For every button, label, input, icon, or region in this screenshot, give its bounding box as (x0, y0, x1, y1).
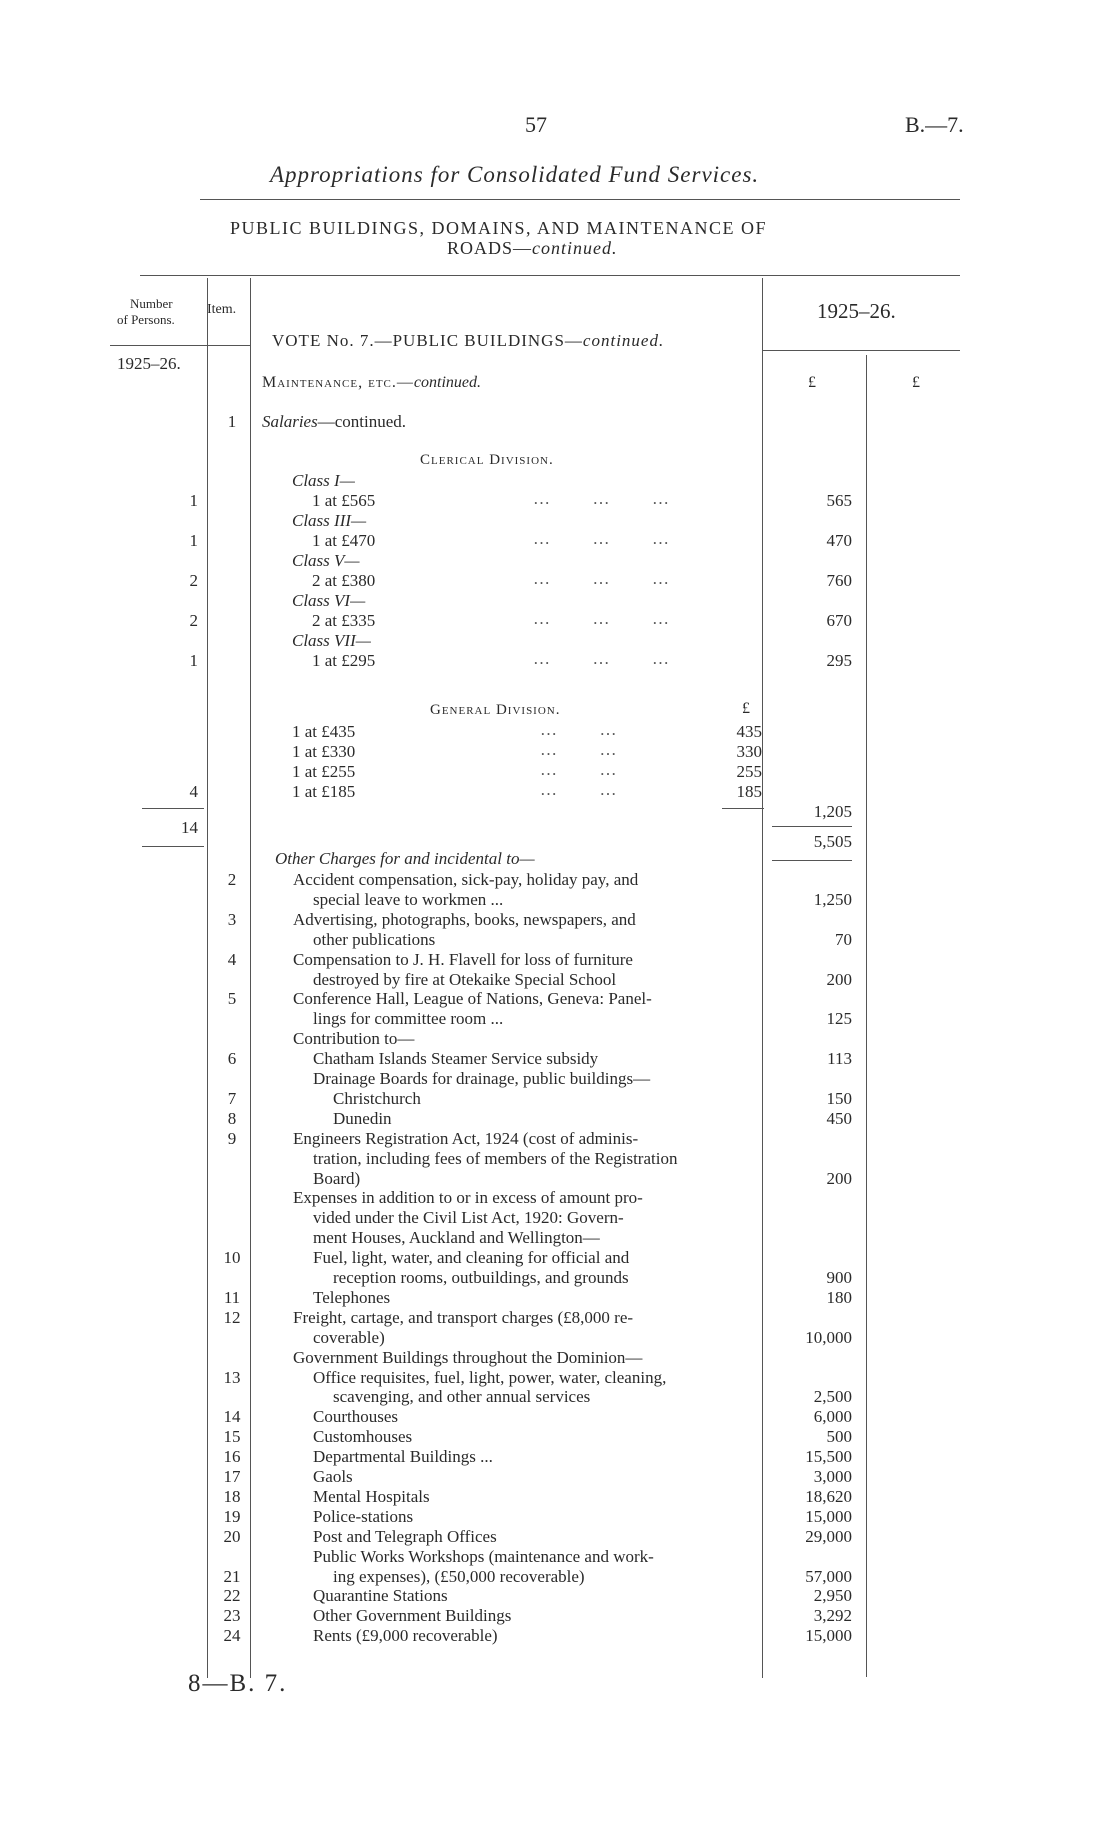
leader-dots: … … … (533, 649, 669, 668)
persons-header-rule (110, 345, 208, 346)
charge-description: tration, including fees of members of the Registration (313, 1149, 678, 1168)
charge-item-number: 17 (223, 1467, 241, 1486)
general-subtotal: 1,205 (813, 802, 852, 821)
section-heading-roads: ROADS— (447, 238, 533, 258)
section-rule (140, 275, 960, 276)
charge-amount: 3,000 (813, 1467, 852, 1486)
salaries-heading (262, 412, 406, 432)
charge-amount: 200 (826, 1169, 852, 1188)
leader-dots: … … (540, 760, 617, 779)
charge-amount: 200 (826, 970, 852, 989)
general-amount: 435 (736, 722, 762, 741)
charge-description: reception rooms, outbuildings, and grounds (333, 1268, 629, 1287)
charge-description: Telephones (313, 1288, 391, 1307)
charge-description: Contribution to— (293, 1029, 415, 1048)
title-rule (200, 199, 960, 200)
charge-description: Public Works Workshops (maintenance and work- (313, 1547, 654, 1566)
charge-amount: 6,000 (813, 1407, 852, 1426)
salary-desc: 2 at £380 (312, 571, 376, 590)
charge-amount: 3,292 (813, 1606, 852, 1625)
salary-desc: 1 at £255 (292, 762, 356, 781)
leader-dots: … … (540, 740, 617, 759)
clerical-amount: 670 (826, 611, 852, 630)
charge-amount: 57,000 (805, 1567, 852, 1586)
salary-desc: 1 at £565 (312, 491, 376, 510)
persons-header-line1: Number (130, 296, 173, 311)
charge-amount: 15,000 (805, 1626, 852, 1645)
charge-amount: 70 (835, 930, 852, 949)
charge-description: Accident compensation, sick-pay, holiday pay, and (293, 870, 639, 889)
pound-sign-2: £ (912, 374, 920, 391)
leader-dots: … … (540, 780, 617, 799)
charge-description: Customhouses (313, 1427, 413, 1446)
charge-item-number: 14 (223, 1407, 241, 1426)
class-label: Class III— (292, 511, 367, 530)
charge-description: Board) (313, 1169, 361, 1188)
charge-item-number: 4 (227, 950, 237, 969)
charge-item-number: 11 (223, 1288, 241, 1307)
vote-heading (272, 331, 664, 351)
maintenance-continued: continued. (413, 374, 481, 391)
leader-dots: … … … (533, 529, 669, 548)
item-column-right-rule (250, 278, 251, 1678)
charge-item-number: 15 (223, 1427, 241, 1446)
salary-desc: 1 at £330 (292, 742, 356, 761)
charge-description: lings for committee room ... (313, 1009, 504, 1028)
class-label: Class V— (292, 551, 360, 570)
charge-description: Courthouses (313, 1407, 398, 1426)
year-header-rule (762, 350, 960, 351)
general-sum-rule (722, 808, 764, 809)
general-persons: 4 (189, 782, 198, 801)
persons-count: 2 (189, 611, 198, 630)
salaries-total-rule (772, 826, 852, 827)
salary-desc: 1 at £435 (292, 722, 356, 741)
charge-item-number: 23 (223, 1606, 241, 1625)
charge-item-number: 8 (227, 1109, 237, 1128)
section-heading-line2 (447, 238, 618, 259)
class-label: Class I— (292, 471, 355, 490)
maintenance-heading (262, 374, 481, 392)
item-header: Item. (207, 302, 237, 317)
charge-description: Government Buildings throughout the Dominion— (293, 1348, 643, 1367)
charge-description: other publications (313, 930, 436, 949)
charge-amount: 1,250 (813, 890, 852, 909)
charge-amount: 15,000 (805, 1507, 852, 1526)
leader-dots: … … … (533, 489, 669, 508)
general-division-heading: General Division. (430, 702, 561, 718)
charge-amount: 10,000 (805, 1328, 852, 1347)
charge-description: Departmental Buildings ... (313, 1447, 493, 1466)
clerical-amount: 295 (826, 651, 852, 670)
item-header-rule (208, 345, 250, 346)
charge-amount: 150 (826, 1089, 852, 1108)
charge-amount: 500 (826, 1427, 852, 1446)
vote-heading-text: VOTE No. 7.—PUBLIC BUILDINGS— (272, 331, 583, 350)
charge-description: Quarantine Stations (313, 1586, 448, 1605)
salary-desc: 1 at £185 (292, 782, 356, 801)
charge-description: destroyed by fire at Otekaike Special School (313, 970, 617, 989)
charge-amount: 2,950 (813, 1586, 852, 1605)
vote-heading-continued: continued. (582, 331, 665, 350)
charge-description: Engineers Registration Act, 1924 (cost of adminis- (293, 1129, 639, 1148)
salaries-item-number: 1 (227, 412, 237, 431)
charge-item-number: 2 (227, 870, 237, 889)
charge-description: vided under the Civil List Act, 1920: Govern- (313, 1208, 624, 1227)
other-charges-heading: Other Charges for and incidental to— (275, 849, 535, 868)
salaries-total: 5,505 (813, 832, 852, 851)
item-column-left-rule (207, 278, 208, 1678)
salaries-total-rule-bottom (772, 860, 852, 861)
persons-count: 1 (189, 491, 198, 510)
general-amount: 255 (736, 762, 762, 781)
section-heading-continued: continued. (532, 238, 618, 258)
charge-item-number: 16 (223, 1447, 241, 1466)
charge-description: Chatham Islands Steamer Service subsidy (313, 1049, 599, 1068)
signature-mark: 8—B. 7. (188, 1670, 288, 1697)
general-amount: 330 (736, 742, 762, 761)
charge-item-number: 19 (223, 1507, 241, 1526)
document-reference: B.—7. (905, 112, 964, 137)
charge-amount: 113 (827, 1049, 852, 1068)
year-header-left: 1925–26. (117, 354, 181, 373)
charge-amount: 29,000 (805, 1527, 852, 1546)
charge-description: Post and Telegraph Offices (313, 1527, 497, 1546)
charge-description: Compensation to J. H. Flavell for loss of furniture (293, 950, 633, 969)
clerical-division-heading: Clerical Division. (420, 452, 554, 468)
persons-total-rule-bottom (142, 846, 204, 847)
charge-description: Expenses in addition to or in excess of amount pro- (293, 1188, 643, 1207)
persons-count: 1 (189, 531, 198, 550)
charge-description: scavenging, and other annual services (333, 1387, 591, 1406)
charge-description: Gaols (313, 1467, 353, 1486)
charge-description: Rents (£9,000 recoverable) (313, 1626, 498, 1645)
charge-amount: 15,500 (805, 1447, 852, 1466)
charge-description: Freight, cartage, and transport charges (£8,000 re- (293, 1308, 634, 1327)
amount-column-left-rule (762, 278, 763, 1678)
charge-amount: 450 (826, 1109, 852, 1128)
salaries-continued: —continued. (317, 412, 407, 431)
charge-description: Other Government Buildings (313, 1606, 512, 1625)
general-pound-sign: £ (742, 700, 750, 717)
charge-amount: 18,620 (805, 1487, 852, 1506)
class-label: Class VII— (292, 631, 371, 650)
charge-description: special leave to workmen ... (313, 890, 504, 909)
charge-description: ing expenses), (£50,000 recoverable) (333, 1567, 585, 1586)
charge-item-number: 24 (223, 1626, 241, 1645)
general-amount: 185 (736, 782, 762, 801)
charge-item-number: 21 (223, 1567, 241, 1586)
charge-description: Christchurch (333, 1089, 421, 1108)
charge-description: Office requisites, fuel, light, power, water, cleaning, (313, 1368, 667, 1387)
charge-item-number: 7 (227, 1089, 237, 1108)
charge-item-number: 10 (223, 1248, 241, 1267)
leader-dots: … … (540, 720, 617, 739)
charge-description: coverable) (313, 1328, 385, 1347)
charge-amount: 180 (826, 1288, 852, 1307)
persons-count: 2 (189, 571, 198, 590)
charge-item-number: 3 (227, 910, 237, 929)
leader-dots: … … … (533, 609, 669, 628)
charge-item-number: 22 (223, 1586, 241, 1605)
persons-total: 14 (181, 818, 198, 837)
charge-item-number: 20 (223, 1527, 241, 1546)
charge-description: Fuel, light, water, and cleaning for official and (313, 1248, 630, 1267)
charge-item-number: 5 (227, 989, 237, 1008)
year-header-right: 1925–26. (817, 299, 896, 323)
leader-dots: … … … (533, 569, 669, 588)
section-heading-line1: PUBLIC BUILDINGS, DOMAINS, AND MAINTENANCE OF (230, 218, 768, 238)
persons-total-rule-top (142, 808, 204, 809)
charge-description: Police-stations (313, 1507, 414, 1526)
charge-amount: 900 (826, 1268, 852, 1287)
charge-item-number: 12 (223, 1308, 241, 1327)
clerical-amount: 565 (826, 491, 852, 510)
maintenance-label: Maintenance, etc.— (262, 374, 414, 391)
charge-description: Conference Hall, League of Nations, Geneva: Panel- (293, 989, 652, 1008)
charge-amount: 2,500 (813, 1387, 852, 1406)
page-title: Appropriations for Consolidated Fund Services. (270, 162, 760, 187)
pound-sign-1: £ (808, 374, 816, 391)
clerical-amount: 760 (826, 571, 852, 590)
salary-desc: 2 at £335 (312, 611, 376, 630)
salaries-label: Salaries (262, 412, 318, 431)
charge-description: Dunedin (333, 1109, 392, 1128)
class-label: Class VI— (292, 591, 366, 610)
charge-amount: 125 (826, 1009, 852, 1028)
persons-header-line2: of Persons. (117, 312, 175, 327)
charge-item-number: 18 (223, 1487, 241, 1506)
amount-column-mid-rule (866, 355, 867, 1677)
charge-description: ment Houses, Auckland and Wellington— (313, 1228, 600, 1247)
persons-count: 1 (189, 651, 198, 670)
clerical-amount: 470 (826, 531, 852, 550)
charge-item-number: 13 (223, 1368, 241, 1387)
charge-item-number: 6 (227, 1049, 237, 1068)
page-number: 57 (525, 112, 547, 137)
charge-description: Drainage Boards for drainage, public buildings— (313, 1069, 651, 1088)
charge-description: Mental Hospitals (313, 1487, 430, 1506)
charge-description: Advertising, photographs, books, newspapers, and (293, 910, 636, 929)
salary-desc: 1 at £470 (312, 531, 376, 550)
salary-desc: 1 at £295 (312, 651, 376, 670)
charge-item-number: 9 (227, 1129, 237, 1148)
